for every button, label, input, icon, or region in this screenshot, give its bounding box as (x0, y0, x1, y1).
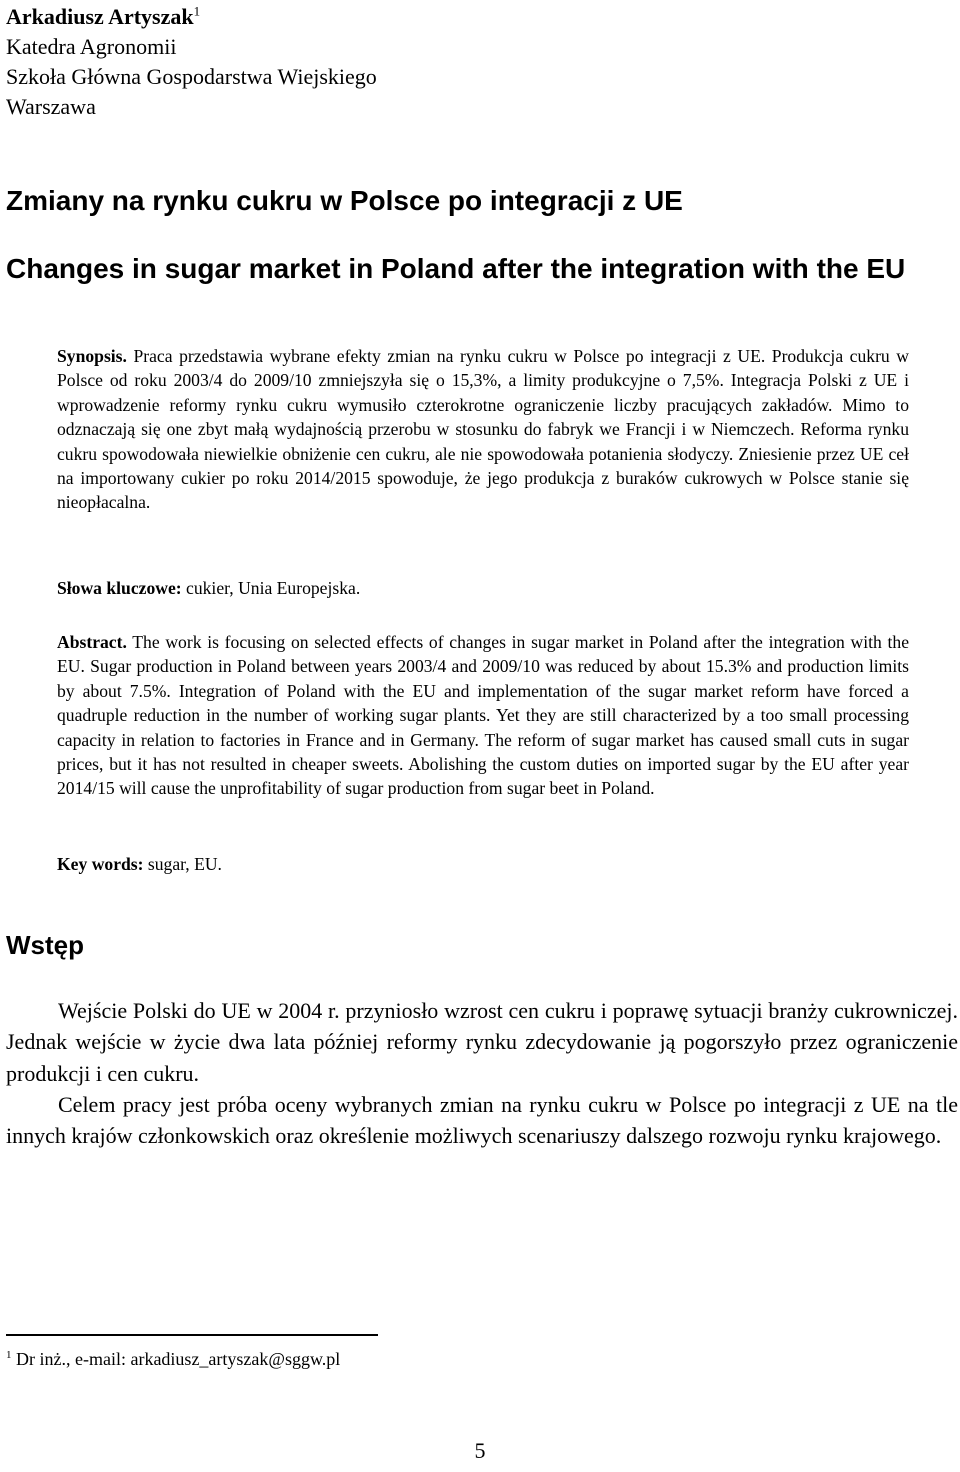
abstract-text: The work is focusing on selected effects of changes in sugar market in Poland after the integration with the EU. Sugar production in Poland between years 2003/4 and 2009/10 was reduced by about 15.3% and production limits by about 7.5%. Integration of Poland with the EU and implementation of the sugar market reform have forced a quadruple reduction in the number of working sugar plants. Yet they are still characterized by a too small processing capacity in relation to factories in France and in Germany. The reform of sugar market has caused small cuts in sugar prices, but it has not resulted in cheaper sweets. Abolishing the custom duties on imported sugar by the EU after year 2014/15 will cause the unprofitability of sugar production from sugar beet in Poland. (57, 632, 909, 799)
keywords-polish (57, 576, 909, 600)
abstract-label: Abstract. (57, 632, 127, 652)
author-block (6, 2, 377, 122)
section-heading-introduction: Wstęp (6, 930, 84, 960)
keywords-english-label: Key words: (57, 854, 144, 874)
title-polish: Zmiany na rynku cukru w Polsce po integracji z UE (6, 185, 683, 216)
title-english: Changes in sugar market in Poland after the integration with the EU (6, 253, 906, 284)
author-department: Katedra Agronomii (6, 34, 177, 59)
keywords-english-text: sugar, EU. (143, 854, 222, 874)
author-university: Szkoła Główna Gospodarstwa Wiejskiego (6, 64, 377, 89)
introduction-body (6, 995, 958, 1151)
synopsis-text: Praca przedstawia wybrane efekty zmian na rynku cukru w Polsce po integracji z UE. Produkcja cukru w Polsce od roku 2003/4 do 2009/10 zmniejszyła się o 15,3%, a limity produkcyjne o 7,5%. Integracja Polski z UE i wprowadzenie reformy rynku cukru wymusiło czterokrotne ograniczenie liczby pracujących zakładów. Mimo to odznaczają się one zbyt małą wydajnością przerobu w stosunku do fabryk we Francji i w Niemczech. Reforma rynku cukru spowodowała niewielkie obniżenie cen cukru, ale nie spowodowała potanienia słodyczy. Zniesienie przez UE ceł na importowany cukier po roku 2014/2015 spowoduje, że jego produkcja z buraków cukrowych w Polsce stanie się nieopłacalna. (57, 346, 909, 513)
footnote-mark: 1 (6, 1349, 12, 1361)
keywords-polish-text: cukier, Unia Europejska. (181, 578, 361, 598)
footnote-divider (6, 1334, 378, 1336)
author-footnote-mark: 1 (193, 3, 201, 19)
author-name-line (6, 2, 377, 32)
keywords-english (57, 852, 909, 876)
page-number: 5 (474, 1438, 486, 1463)
synopsis-paragraph (57, 344, 909, 515)
abstract-paragraph (57, 630, 909, 801)
author-name: Arkadiusz Artyszak (6, 4, 194, 29)
footnote-text: Dr inż., e-mail: arkadiusz_artyszak@sggw.pl (11, 1349, 341, 1369)
introduction-paragraph-1: Wejście Polski do UE w 2004 r. przyniosło wzrost cen cukru i poprawę sytuacji branży cukrowniczej. Jednak wejście w życie dwa lata później reformy rynku zdecydowanie ją pogorszyło przez ograniczenie produkcji i cen cukru. (6, 998, 958, 1086)
introduction-paragraph-2: Celem pracy jest próba oceny wybranych zmian na rynku cukru w Polsce po integracji z UE na tle innych krajów członkowskich oraz określenie możliwych scenariuszy dalszego rozwoju rynku krajowego. (6, 1091, 958, 1149)
author-city: Warszawa (6, 94, 96, 119)
footnote (6, 1346, 340, 1372)
keywords-polish-label: Słowa kluczowe: (57, 578, 182, 598)
synopsis-label: Synopsis. (57, 346, 127, 366)
